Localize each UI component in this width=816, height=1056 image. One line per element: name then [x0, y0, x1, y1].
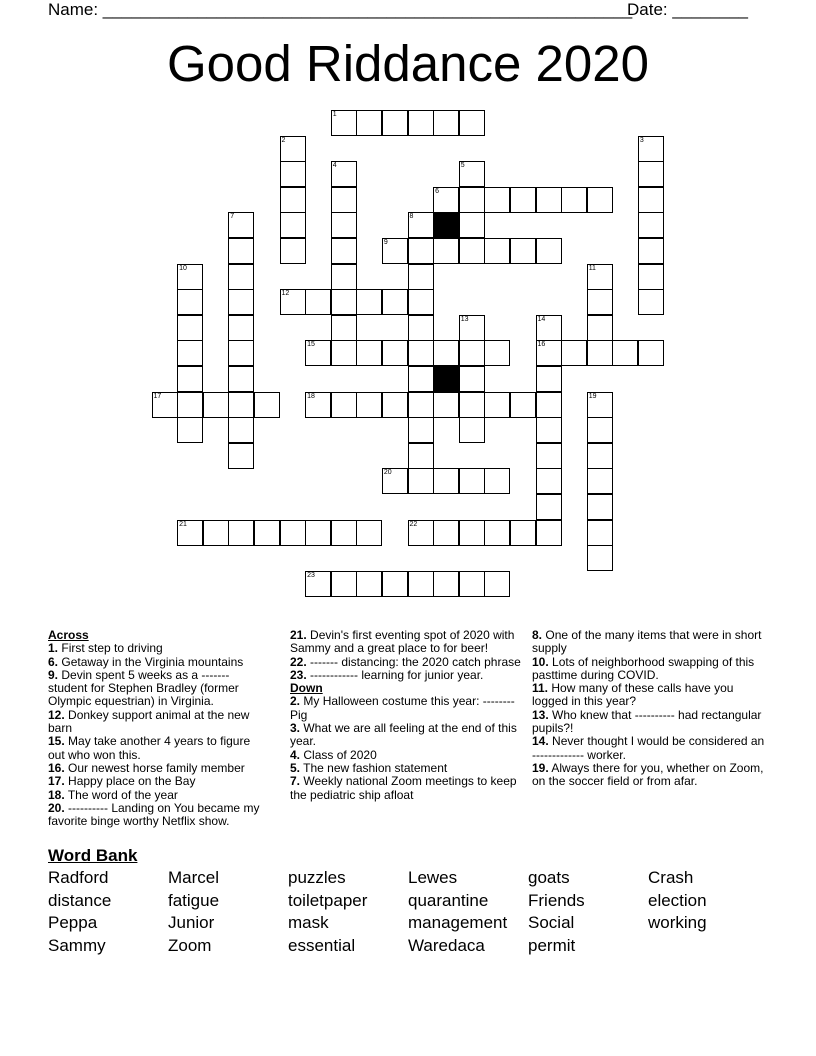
- clue-text: Happy place on the Bay: [68, 774, 196, 789]
- grid-cell[interactable]: [203, 392, 229, 418]
- down-heading: Down: [290, 681, 323, 696]
- clue-number-label: 15.: [48, 734, 65, 749]
- grid-cell[interactable]: [177, 366, 203, 392]
- clue-number-label: 18.: [48, 787, 65, 802]
- grid-cell[interactable]: [510, 187, 536, 213]
- grid-cell[interactable]: [280, 161, 306, 187]
- across-clue: [290, 629, 526, 656]
- clue-number-label: 9.: [48, 667, 59, 682]
- word-bank-word: permit: [528, 935, 576, 955]
- clue-number-label: 11.: [532, 681, 549, 696]
- word-bank-word: Waredaca: [408, 935, 485, 955]
- grid-cell[interactable]: [433, 468, 459, 494]
- word-bank-word: Lewes: [408, 868, 458, 887]
- clue-number-label: 13.: [532, 707, 549, 722]
- word-bank-word: Marcel: [168, 868, 220, 887]
- down-clue: [532, 709, 768, 736]
- grid-cell[interactable]: [484, 468, 510, 494]
- clues-column-2: [290, 629, 526, 802]
- clue-number: 19: [588, 392, 597, 400]
- grid-cell[interactable]: [228, 289, 254, 315]
- grid-cell[interactable]: [536, 520, 562, 546]
- grid-cell[interactable]: [484, 340, 510, 366]
- clue-text: Lots of neighborhood swapping of this pasttime during COVID.: [532, 654, 755, 682]
- clue-number-label: 20.: [48, 800, 65, 815]
- grid-cell[interactable]: [587, 340, 613, 366]
- grid-cell[interactable]: [459, 110, 485, 136]
- word-bank-word: Radford: [48, 868, 109, 887]
- clue-number-label: 16.: [48, 760, 65, 775]
- across-clue: [290, 656, 526, 669]
- grid-cell[interactable]: [408, 264, 434, 290]
- across-clue: [48, 669, 270, 709]
- grid-cell[interactable]: [433, 571, 459, 597]
- clues-column-1: [48, 629, 270, 828]
- grid-cell[interactable]: [305, 520, 331, 546]
- clue-text: Weekly national Zoom meetings to keep the pediatric ship afloat: [290, 774, 517, 802]
- grid-cell[interactable]: [331, 315, 357, 341]
- grid-cell[interactable]: [331, 340, 357, 366]
- word-bank-word: Zoom: [168, 935, 212, 955]
- clue-number-label: 5.: [290, 760, 301, 775]
- clue-number: 17: [153, 392, 162, 400]
- grid-cell[interactable]: [305, 289, 331, 315]
- grid-cell[interactable]: [408, 443, 434, 469]
- clue-number: 20: [383, 469, 392, 477]
- grid-cell[interactable]: [638, 340, 664, 366]
- grid-cell[interactable]: [408, 315, 434, 341]
- grid-cell[interactable]: [536, 443, 562, 469]
- clue-number: 15: [307, 341, 315, 349]
- grid-cell[interactable]: [587, 494, 613, 520]
- clue-number-label: 23.: [290, 667, 307, 682]
- clue-number: 11: [588, 264, 596, 272]
- grid-cell[interactable]: [408, 392, 434, 418]
- grid-cell[interactable]: [356, 110, 382, 136]
- grid-cell[interactable]: [408, 340, 434, 366]
- clue-text: Who knew that ---------- had rectangular pupils?!: [532, 707, 762, 736]
- grid-cell[interactable]: [459, 238, 485, 264]
- grid-cell[interactable]: [587, 289, 613, 315]
- grid-cell[interactable]: [459, 417, 485, 443]
- clue-number: 3: [639, 136, 644, 144]
- grid-cell[interactable]: [536, 494, 562, 520]
- clue-number-label: 14.: [532, 734, 549, 749]
- grid-cell[interactable]: [331, 571, 357, 597]
- clue-number-label: 21.: [290, 628, 307, 642]
- clue-text: Devin's first eventing spot of 2020 with Sammy and a great place to for beer!: [290, 628, 515, 656]
- date-field[interactable]: Date: ________: [627, 0, 748, 19]
- grid-cell[interactable]: [459, 571, 485, 597]
- grid-cell[interactable]: [587, 315, 613, 341]
- grid-cell[interactable]: [331, 520, 357, 546]
- word-bank-word: management: [408, 913, 508, 933]
- grid-cell[interactable]: [228, 238, 254, 264]
- grid-cell[interactable]: [484, 392, 510, 418]
- grid-cell[interactable]: [177, 417, 203, 443]
- word-bank-word: puzzles: [288, 868, 346, 887]
- clue-number: 10: [179, 264, 187, 272]
- clue-number-label: 2.: [290, 694, 301, 709]
- grid-cell[interactable]: [459, 187, 485, 213]
- down-clue: [290, 775, 526, 802]
- clue-text: The word of the year: [67, 787, 178, 802]
- grid-cell[interactable]: [510, 520, 536, 546]
- word-bank-word: Peppa: [48, 913, 98, 933]
- clue-number: 5: [460, 162, 465, 170]
- down-clue: [532, 629, 768, 656]
- grid-cell[interactable]: [408, 417, 434, 443]
- word-bank-word: Friends: [528, 890, 585, 910]
- grid-cell[interactable]: [382, 571, 408, 597]
- grid-cell[interactable]: [433, 520, 459, 546]
- grid-cell[interactable]: [177, 392, 203, 418]
- down-clue: [532, 682, 768, 709]
- clue-text: Always there for you, whether on Zoom, on the soccer field or from afar.: [532, 760, 764, 789]
- down-clue: [290, 695, 526, 722]
- grid-cell[interactable]: [587, 520, 613, 546]
- grid-cell[interactable]: [280, 187, 306, 213]
- grid-cell[interactable]: [638, 238, 664, 264]
- down-clue: [532, 735, 768, 762]
- clue-number: 16: [537, 341, 546, 349]
- grid-cell[interactable]: [638, 264, 664, 290]
- clue-number-label: 8.: [532, 628, 543, 642]
- grid-cell[interactable]: [638, 161, 664, 187]
- grid-cell[interactable]: [177, 289, 203, 315]
- grid-cell[interactable]: [484, 187, 510, 213]
- clue-number-label: 22.: [290, 654, 307, 669]
- across-clue: [48, 709, 270, 736]
- clue-number: 1: [332, 111, 337, 118]
- across-clue: [48, 735, 270, 762]
- across-clue: [290, 669, 526, 682]
- clue-text: Devin spent 5 weeks as a ------- student for Stephen Bradley (former Olympic equestrian) in Virginia.: [48, 667, 239, 709]
- grid-block: [433, 366, 459, 392]
- grid-cell[interactable]: [408, 366, 434, 392]
- word-bank-word: mask: [288, 913, 329, 933]
- grid-cell[interactable]: [203, 520, 229, 546]
- grid-cell[interactable]: [638, 289, 664, 315]
- grid-block: [433, 212, 459, 238]
- grid-cell[interactable]: [561, 340, 587, 366]
- clue-number-label: 17.: [48, 774, 65, 789]
- grid-cell[interactable]: [356, 392, 382, 418]
- word-bank-title: Word Bank: [48, 846, 138, 865]
- clue-number-label: 19.: [532, 760, 549, 775]
- clue-number: 7: [230, 213, 235, 221]
- grid-cell[interactable]: [459, 366, 485, 392]
- clue-text: Donkey support animal at the new barn: [48, 707, 250, 736]
- grid-cell[interactable]: [459, 520, 485, 546]
- grid-cell[interactable]: [408, 238, 434, 264]
- grid-cell[interactable]: [484, 571, 510, 597]
- word-bank-word: essential: [288, 935, 356, 955]
- clue-number-label: 6.: [48, 654, 59, 669]
- down-clue: [290, 749, 526, 762]
- grid-cell[interactable]: [254, 520, 280, 546]
- grid-cell[interactable]: [280, 212, 306, 238]
- clue-number-label: 3.: [290, 721, 301, 736]
- grid-cell[interactable]: [331, 392, 357, 418]
- grid-cell[interactable]: [408, 571, 434, 597]
- word-bank-word: election: [648, 890, 707, 910]
- grid-cell[interactable]: [228, 443, 254, 469]
- clue-text: Class of 2020: [303, 747, 377, 762]
- grid-cell[interactable]: [228, 417, 254, 443]
- word-bank-word: goats: [528, 868, 570, 887]
- word-bank-word: quarantine: [408, 890, 489, 910]
- grid-cell[interactable]: [280, 238, 306, 264]
- clue-number: 2: [281, 136, 286, 144]
- grid-cell[interactable]: [228, 520, 254, 546]
- grid-cell[interactable]: [587, 187, 613, 213]
- grid-cell[interactable]: [459, 468, 485, 494]
- across-clue: [48, 789, 270, 802]
- grid-cell[interactable]: [356, 340, 382, 366]
- grid-cell[interactable]: [356, 520, 382, 546]
- grid-cell[interactable]: [587, 468, 613, 494]
- grid-cell[interactable]: [536, 392, 562, 418]
- grid-cell[interactable]: [331, 264, 357, 290]
- grid-cell[interactable]: [510, 238, 536, 264]
- grid-cell[interactable]: [433, 110, 459, 136]
- grid-cell[interactable]: [536, 187, 562, 213]
- grid-cell[interactable]: [536, 468, 562, 494]
- clue-text: ------------ learning for junior year.: [310, 667, 484, 682]
- across-clue: [48, 642, 270, 655]
- clue-number: 14: [537, 315, 546, 323]
- page-title: Good Riddance 2020: [166, 35, 650, 92]
- clue-number: 13: [460, 315, 469, 323]
- down-clue: [532, 656, 768, 683]
- grid-cell[interactable]: [638, 212, 664, 238]
- grid-cell[interactable]: [561, 187, 587, 213]
- word-bank-word: Social: [528, 913, 575, 933]
- grid-cell[interactable]: [459, 340, 485, 366]
- clue-text: Getaway in the Virginia mountains: [61, 654, 244, 669]
- clue-text: One of the many items that were in short supply: [532, 628, 762, 656]
- grid-cell[interactable]: [382, 289, 408, 315]
- word-bank-word: Crash: [648, 868, 694, 887]
- down-clue: [290, 762, 526, 775]
- grid-cell[interactable]: [433, 392, 459, 418]
- grid-cell[interactable]: [536, 238, 562, 264]
- grid-cell[interactable]: [228, 264, 254, 290]
- word-bank-word: toiletpaper: [288, 890, 368, 910]
- grid-cell[interactable]: [587, 545, 613, 571]
- grid-cell[interactable]: [280, 520, 306, 546]
- clue-text: ------- distancing: the 2020 catch phrase: [310, 654, 521, 669]
- word-bank-word: working: [648, 913, 707, 933]
- word-bank-word: Sammy: [48, 935, 106, 955]
- clue-number-label: 1.: [48, 641, 59, 656]
- clue-number: 12: [281, 290, 290, 298]
- clue-text: Our newest horse family member: [68, 760, 245, 775]
- grid-cell[interactable]: [433, 238, 459, 264]
- clue-number: 4: [332, 162, 337, 170]
- clue-number-label: 10.: [532, 654, 549, 669]
- down-clue: [290, 722, 526, 749]
- clue-number: 18: [307, 392, 315, 400]
- across-clue: [48, 762, 270, 775]
- grid-cell[interactable]: [484, 520, 510, 546]
- grid-cell[interactable]: [228, 340, 254, 366]
- clue-text: Never thought I would be considered an ------------- worker.: [532, 734, 765, 762]
- word-bank-word: Junior: [168, 913, 215, 933]
- grid-cell[interactable]: [459, 392, 485, 418]
- name-field[interactable]: Name: ________________________________________________________: [48, 0, 633, 19]
- grid-cell[interactable]: [382, 392, 408, 418]
- grid-cell[interactable]: [382, 340, 408, 366]
- grid-cell[interactable]: [433, 340, 459, 366]
- grid-cell[interactable]: [228, 392, 254, 418]
- grid-cell[interactable]: [177, 315, 203, 341]
- grid-cell[interactable]: [459, 212, 485, 238]
- grid-cell[interactable]: [484, 238, 510, 264]
- grid-cell[interactable]: [331, 187, 357, 213]
- grid-cell[interactable]: [356, 571, 382, 597]
- clue-number: 8: [409, 213, 414, 221]
- grid-cell[interactable]: [331, 289, 357, 315]
- word-bank-word: fatigue: [168, 890, 220, 910]
- grid-cell[interactable]: [638, 187, 664, 213]
- across-clue: [48, 802, 270, 829]
- grid-cell[interactable]: [408, 468, 434, 494]
- clue-number: 21: [179, 520, 187, 528]
- clue-number: 22: [409, 520, 418, 528]
- grid-cell[interactable]: [408, 289, 434, 315]
- clue-number: 23: [307, 571, 315, 579]
- clue-number-label: 4.: [290, 747, 301, 762]
- grid-cell[interactable]: [254, 392, 280, 418]
- across-clue: [48, 775, 270, 788]
- grid-cell[interactable]: [587, 417, 613, 443]
- clue-number-label: 7.: [290, 774, 301, 789]
- across-heading: Across: [48, 628, 89, 642]
- grid-cell[interactable]: [382, 110, 408, 136]
- across-clue: [48, 656, 270, 669]
- down-clue: [532, 762, 768, 789]
- clue-number: 6: [435, 187, 439, 195]
- clue-text: May take another 4 years to figure out who won this.: [48, 734, 251, 762]
- grid-cell[interactable]: [331, 238, 357, 264]
- grid-cell[interactable]: [356, 289, 382, 315]
- grid-cell[interactable]: [536, 366, 562, 392]
- grid-cell[interactable]: [612, 340, 638, 366]
- clue-number-label: 12.: [48, 707, 65, 722]
- clue-text: ---------- Landing on You became my favorite binge worthy Netflix show.: [48, 800, 260, 829]
- grid-cell[interactable]: [228, 315, 254, 341]
- grid-cell[interactable]: [587, 443, 613, 469]
- grid-cell[interactable]: [177, 340, 203, 366]
- grid-cell[interactable]: [331, 212, 357, 238]
- clue-text: First step to driving: [61, 641, 163, 656]
- grid-cell[interactable]: [228, 366, 254, 392]
- clue-text: The new fashion statement: [303, 760, 448, 775]
- grid-cell[interactable]: [536, 417, 562, 443]
- grid-cell[interactable]: [408, 110, 434, 136]
- grid-cell[interactable]: [510, 392, 536, 418]
- clue-text: How many of these calls have you logged in this year?: [532, 681, 734, 709]
- clue-text: What we are all feeling at the end of this year.: [290, 721, 517, 749]
- clues-column-3: [532, 629, 768, 789]
- clue-number: 9: [383, 239, 388, 246]
- clue-text: My Halloween costume this year: -------- Pig: [290, 694, 515, 722]
- word-bank-word: distance: [48, 890, 112, 910]
